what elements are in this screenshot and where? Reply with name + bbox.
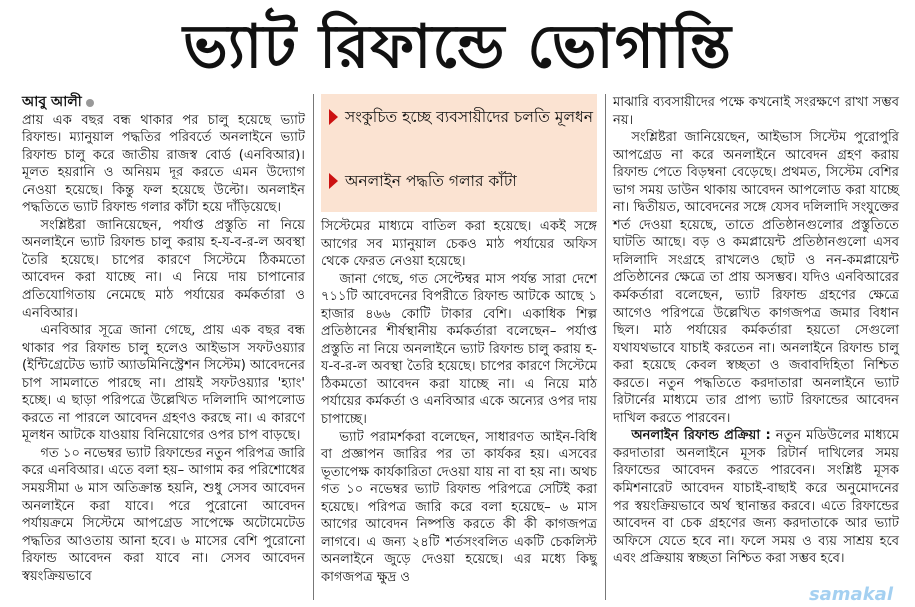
- triangle-bullet-icon: [329, 109, 338, 125]
- paragraph: সংশ্লিষ্টরা জানিয়েছেন, পর্যাপ্ত প্রস্তুতি না নিয়ে অনলাইনে ভ্যাট রিফান্ড চালু করায় হ-য-ব-র-ল অবস্থা তৈরি হয়েছে। চাপের কারণে সিস্টেমে ঠিকমতো আবেদন করা যাচ্ছে না। এ নিয়ে দায় চাপানোর প্রতিযোগিতায় নেমেছে মাঠ পর্যায়ের কর্মকর্তারা ও এনবিআর।: [22, 217, 305, 321]
- headline: ভ্যাট রিফান্ডে ভোগান্তি: [182, 12, 733, 82]
- column-rule-1: [313, 94, 314, 600]
- byline-name: আবু আলী: [22, 94, 82, 110]
- column-rule-2: [605, 94, 606, 600]
- highlight-item-2: [331, 170, 593, 192]
- byline: [22, 94, 305, 112]
- paragraph: মাঝারি ব্যবসায়ীদের পক্ষে কখনোই সংরক্ষণে রাখা সম্ভব নয়।: [613, 95, 899, 128]
- highlight-text: অনলাইন পদ্ধতি গলার কাঁটা: [345, 172, 517, 190]
- highlight-text: সংকুচিত হচ্ছে ব্যবসায়ীদের চলতি মূলধন: [345, 108, 593, 126]
- paragraph: সংশ্লিষ্টরা জানিয়েছেন, আইভাস সিস্টেম পুরোপুরি আপগ্রেড না করে অনলাইনে আবেদন গ্রহণ করায় রিফান্ড পেতে বিড়ম্বনা বেড়েছে। প্রথমত, সিস্টেম বেশির ভাগ সময় ডাউন থাকায় আবেদন আপলোড করা যাচ্ছে না। দ্বিতীয়ত, আবেদনের সঙ্গে যেসব দলিলাদি সংযুক্তের শর্ত দেওয়া হয়েছে, তাতে প্রতিষ্ঠানগুলোর প্রস্তুতিতে ঘাটতি আছে। বড় ও কমপ্লায়েন্ট প্রতিষ্ঠানগুলো এসব দলিলাদি সংগ্রহে রাখলেও ছোট ও নন-কমপ্লায়েন্ট প্রতিষ্ঠানের ক্ষেত্রে তা প্রায় অসম্ভব। যদিও এনবিআরের কর্মকর্তারা বলেছেন, ভ্যাট রিফান্ড গ্রহণের ক্ষেত্রে আগেও পরিপত্রে উল্লেখিত কাগজপত্র জমার বিধান ছিল। মাঠ পর্যায়ের কর্মকর্তারা হয়তো সেগুলো যথাযথভাবে যাচাই করতেন না। অনলাইনে রিফান্ড চালু করা হয়েছে কেবল স্বচ্ছতা ও জবাবদিহিতা নিশ্চিত করতে। নতুন পদ্ধতিতে করদাতারা অনলাইনে ভ্যাট রিটার্নের মাধ্যমে তার প্রাপ্য ভ্যাট রিফান্ডের আবেদন দাখিল করতে পারবেন।: [613, 130, 900, 426]
- bullet-icon: [86, 99, 94, 107]
- triangle-bullet-icon: [329, 173, 338, 189]
- column-3: [613, 94, 899, 568]
- paragraph: গত ১০ নভেম্বর ভ্যাট রিফান্ডের নতুন পরিপত্র জারি করে এনবিআর। এতে বলা হয়– আগাম কর পরিশোধের সময়সীমা ৬ মাস অতিক্রান্ত হয়নি, শুধু সেসব আবেদন অনলাইনে করা যাবে। পরে পুরোনো আবেদন পর্যায়ক্রমে সিস্টেমে আপগ্রেড সাপেক্ষে অটোমেটেড পদ্ধতির আওতায় আনা হবে। ৬ মাসের বেশি পুরোনো রিফান্ড আবেদন করা যাবে না। সেসব আবেদন স্বয়ংক্রিয়ভাবে: [22, 445, 305, 584]
- paragraph-text: নতুন মডিউলের মাধ্যমে করদাতারা অনলাইনে মূসক রিটার্ন দাখিলের সময় রিফান্ডের আবেদন করতে পারবেন। সংশ্লিষ্ট মূসক কমিশনারেট আবেদন যাচাই-বাছাই করে অনুমোদনের পর স্বয়ংক্রিয়ভাবে অর্থ স্থানান্তর করবে। এতে রিফান্ডের আবেদন বা চেক গ্রহণের জন্য করদাতাকে আর ভ্যাট অফিসে যেতে হবে না। ফলে সময় ও ব্যয় সাশ্রয় হবে এবং প্রক্রিয়ায় স্বচ্ছতা নিশ্চিত করা সম্ভব হবে।: [613, 428, 899, 567]
- paragraph: [613, 427, 899, 567]
- column-2: [321, 218, 597, 586]
- highlight-box: [321, 94, 597, 212]
- paragraph: জানা গেছে, গত সেপ্টেম্বর মাস পর্যন্ত সারা দেশে ৭১১টি আবেদনের বিপরীতে রিফান্ড আটকে আছে ১ হাজার ৪৬৬ কোটি টাকার বেশি। একাধিক শিল্প প্রতিষ্ঠানের শীর্ষস্থানীয় কর্মকর্তারা বলেছেন– পর্যাপ্ত প্রস্তুতি না নিয়ে অনলাইনে ভ্যাট রিফান্ড চালু করায় হ-য-ব-র-ল অবস্থা তৈরি হয়েছে। চাপের কারণে সিস্টেমে ঠিকমতো আবেদন করা যাচ্ছে না। এ নিয়ে মাঠ পর্যায়ের কর্মকর্তা ও এনবিআর একে অন্যের ওপর দায় চাপাচ্ছে।: [321, 271, 597, 428]
- paragraph: প্রায় এক বছর বন্ধ থাকার পর চালু হয়েছে ভ্যাট রিফান্ড। ম্যানুয়াল পদ্ধতির পরিবর্তে অনলাইনে ভ্যাট রিফান্ড চালু করে জাতীয় রাজস্ব বোর্ড (এনবিআর)। মূলত হয়রানি ও অনিয়ম দূর করতে এমন উদ্যোগ নেওয়া হয়েছে। কিন্তু ফল হয়েছে উল্টো। অনলাইন পদ্ধতিতে ভ্যাট রিফান্ড গলার কাঁটা হয়ে দাঁড়িয়েছে।: [22, 112, 305, 216]
- paragraph: ভ্যাট পরামর্শকরা বলেছেন, সাধারণত আইন-বিধি বা প্রজ্ঞাপন জারির পর তা কার্যকর হয়। এসবের ভূতাপেক্ষ কার্যকারিতা দেওয়া যায় না বা হয় না। অথচ গত ১০ নভেম্বর ভ্যাট রিফান্ড পরিপত্রে সেটিই করা হয়েছে। পরিপত্র জারি করে বলা হয়েছে– ৬ মাস আগের আবেদন নিষ্পত্তি করতে কী কী কাগজপত্র লাগবে। এ জন্য ২৪টি শর্তসংবলিত একটি চেকলিস্ট অনলাইনে জুড়ে দেওয়া হয়েছে। এর মধ্যে কিছু কাগজপত্র ক্ষুদ্র ও: [321, 429, 597, 585]
- watermark-logo: samakal: [808, 584, 893, 605]
- column-1: [22, 94, 305, 585]
- subheading: অনলাইন রিফান্ড প্রক্রিয়া :: [631, 428, 771, 444]
- paragraph: সিস্টেমের মাধ্যমে বাতিল করা হয়েছে। একই সঙ্গে আগের সব ম্যানুয়াল চেকও মাঠ পর্যায়ের অফিস থেকে ফেরত নেওয়া হয়েছে।: [321, 219, 597, 270]
- highlight-item-1: [331, 106, 593, 128]
- paragraph: এনবিআর সূত্রে জানা গেছে, প্রায় এক বছর বন্ধ থাকার পর রিফান্ড চালু হলেও আইভাস সফটওয়্যার (ইন্টিগ্রেটেড ভ্যাট অ্যাডমিনিস্ট্রেশন সিস্টেম) আবেদনের চাপ সামলাতে পারছে না। প্রায়ই সফটওয়্যার 'হ্যাং' হচ্ছে। এ ছাড়া পরিপত্রে উল্লেখিত দলিলাদি আপলোড করতে না পারলে আবেদন গ্রহণও করছে না। এ কারণে মূলধন আটকে যাওয়ায় বিনিয়োগের ওপর চাপ বাড়ছে।: [22, 323, 306, 444]
